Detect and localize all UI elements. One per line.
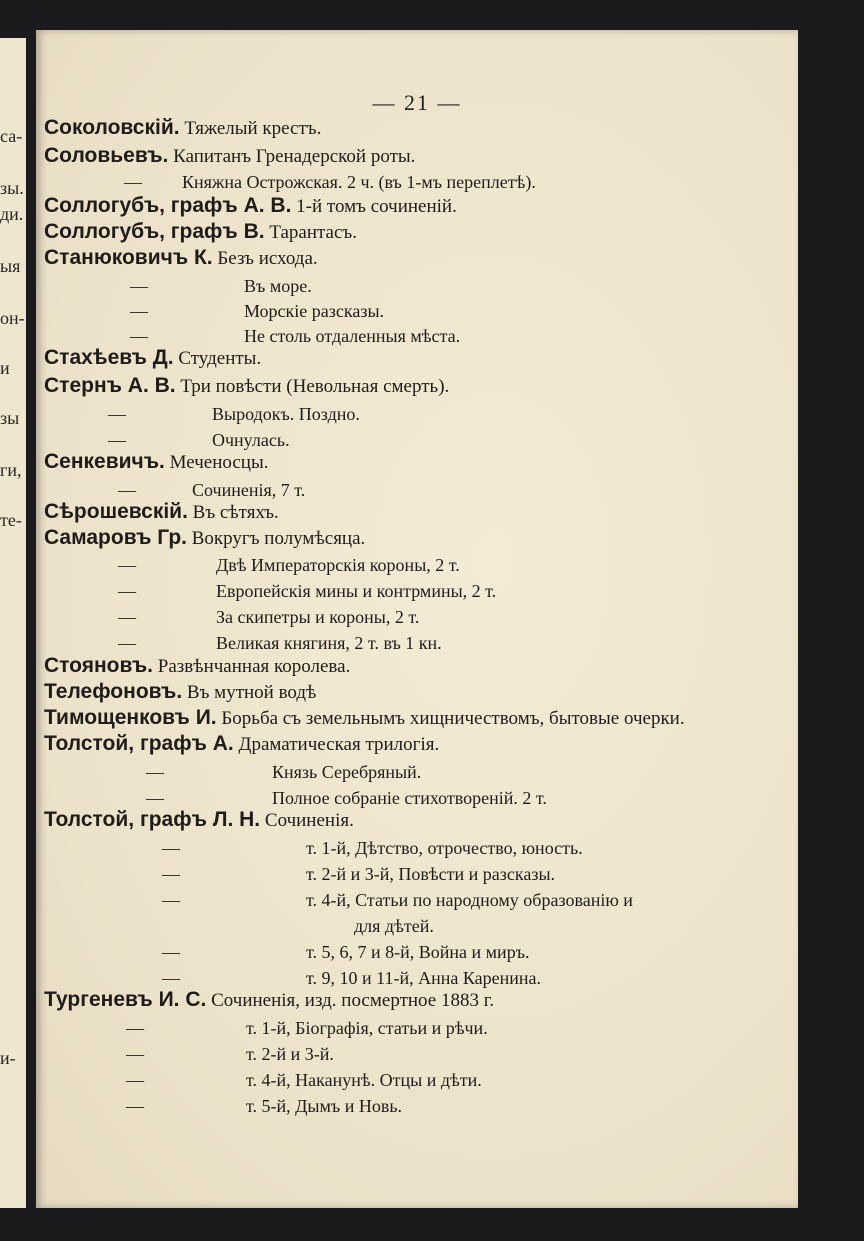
ditto-dash: — xyxy=(130,301,148,321)
catalog-entry xyxy=(44,194,457,219)
work-title: Сочиненія, изд. посмертное 1883 г. xyxy=(206,990,495,1011)
work-title: Князь Серебряный. xyxy=(272,762,422,782)
left-page-fragment: и- xyxy=(0,1048,16,1068)
work-title: Драматическая трилогія. xyxy=(233,734,440,755)
author-name: Тимощенковъ И. xyxy=(44,706,217,729)
author-name: Стернъ А. В. xyxy=(44,374,176,397)
left-page-fragment: зы xyxy=(0,408,20,428)
ditto-dash: — xyxy=(118,480,136,500)
catalog-entry xyxy=(44,144,415,169)
author-name: Соколовскій. xyxy=(44,116,180,139)
work-title: т. 2-й и 3-й, Повѣсти и разсказы. xyxy=(306,864,556,884)
ditto-dash: — xyxy=(118,607,136,627)
work-title: Тарантасъ. xyxy=(264,222,357,243)
ditto-dash: — xyxy=(118,555,136,575)
work-title: т. 2-й и 3-й. xyxy=(246,1044,334,1064)
work-title: Три повѣсти (Невольная смерть). xyxy=(175,376,450,397)
work-title: Вокругъ полумѣсяца. xyxy=(187,528,366,549)
ditto-dash: — xyxy=(162,838,180,858)
work-title: Двѣ Императорскія короны, 2 т. xyxy=(216,555,460,575)
catalog-entry xyxy=(44,654,350,679)
catalog-entry xyxy=(44,220,357,245)
author-name: Сѣрошевскій. xyxy=(44,500,188,523)
catalog-entry xyxy=(44,526,365,551)
catalog-entry xyxy=(44,706,685,731)
work-title: Европейскія мины и контрмины, 2 т. xyxy=(216,581,497,601)
ditto-dash: — xyxy=(162,864,180,884)
catalog-page xyxy=(36,30,798,1208)
work-title: Въ море. xyxy=(244,276,312,296)
work-title: Княжна Острожская. 2 ч. (въ 1-мъ переплетѣ). xyxy=(182,172,536,192)
work-title: т. 4-й, Статьи по народному образованію и xyxy=(306,890,633,910)
author-name: Соллогубъ, графъ В. xyxy=(44,220,265,243)
work-title: Тяжелый крестъ. xyxy=(179,118,322,139)
author-name: Станюковичъ К. xyxy=(44,246,213,269)
author-name: Толстой, графъ А. xyxy=(44,732,234,755)
catalog-entry xyxy=(44,374,449,399)
ditto-dash: — xyxy=(130,326,148,346)
author-name: Стояновъ. xyxy=(44,654,154,677)
work-title: Капитанъ Гренадерской роты. xyxy=(168,146,416,167)
ditto-dash: — xyxy=(146,762,164,782)
work-title: Сочиненія. xyxy=(260,810,354,831)
left-page-fragment: и xyxy=(0,358,10,378)
left-page-fragment: те- xyxy=(0,510,22,530)
left-page-fragment: ди. xyxy=(0,204,24,224)
author-name: Сенкевичъ. xyxy=(44,450,165,473)
left-page-fragment: са- xyxy=(0,126,23,146)
work-title: т. 1-й, Дѣтство, отрочество, юность. xyxy=(306,838,583,858)
author-name: Соллогубъ, графъ А. В. xyxy=(44,194,292,217)
work-title: т. 1-й, Біографія, статьи и рѣчи. xyxy=(246,1018,488,1038)
ditto-dash: — xyxy=(118,633,136,653)
ditto-dash: — xyxy=(108,430,126,450)
author-name: Тургеневъ И. С. xyxy=(44,988,207,1011)
catalog-entry xyxy=(44,346,261,371)
ditto-dash: — xyxy=(146,788,164,808)
catalog-entry xyxy=(44,500,279,525)
ditto-dash: — xyxy=(162,968,180,988)
work-title: Морскіе разсказы. xyxy=(244,301,385,321)
catalog-entry xyxy=(44,246,318,271)
work-title: Въ сѣтяхъ. xyxy=(187,502,279,523)
work-title: Въ мутной водѣ xyxy=(182,682,317,703)
work-title: Борьба съ земельнымъ хищничествомъ, бытовые очерки. xyxy=(216,708,685,729)
ditto-dash: — xyxy=(124,172,142,192)
ditto-dash: — xyxy=(162,890,180,910)
work-title: Сочиненія, 7 т. xyxy=(192,480,306,500)
author-name: Стахѣевъ Д. xyxy=(44,346,174,369)
author-name: Соловьевъ. xyxy=(44,144,169,167)
ditto-dash: — xyxy=(108,404,126,424)
catalog-entry xyxy=(44,116,321,141)
author-name: Самаровъ Гр. xyxy=(44,526,187,549)
ditto-dash: — xyxy=(126,1018,144,1038)
work-title: Не столь отдаленныя мѣста. xyxy=(244,326,461,346)
ditto-dash: — xyxy=(118,581,136,601)
catalog-entry xyxy=(44,732,439,757)
page-number: — 21 — xyxy=(372,90,462,115)
work-title: Развѣнчанная королева. xyxy=(153,656,351,677)
left-page-margin xyxy=(0,38,26,1208)
work-title: Студенты. xyxy=(173,348,262,369)
work-title: За скипетры и короны, 2 т. xyxy=(216,607,420,627)
ditto-dash: — xyxy=(126,1096,144,1116)
catalog-entry xyxy=(44,988,494,1013)
catalog-entry xyxy=(44,450,268,475)
left-page-fragment: ыя xyxy=(0,256,21,276)
work-title: Очнулась. xyxy=(212,430,290,450)
catalog-entry xyxy=(44,680,316,705)
ditto-dash: — xyxy=(130,276,148,296)
ditto-dash: — xyxy=(126,1044,144,1064)
author-name: Телефоновъ. xyxy=(44,680,183,703)
left-page-fragment: зы. xyxy=(0,178,24,198)
work-title: т. 5, 6, 7 и 8-й, Война и миръ. xyxy=(306,942,530,962)
ditto-dash: — xyxy=(162,942,180,962)
work-title: т. 9, 10 и 11-й, Анна Каренина. xyxy=(306,968,541,988)
work-title: Выродокъ. Поздно. xyxy=(212,404,360,424)
ditto-dash: — xyxy=(126,1070,144,1090)
work-title: Великая княгиня, 2 т. въ 1 кн. xyxy=(216,633,442,653)
catalog-entry xyxy=(44,808,354,833)
work-title: т. 5-й, Дымъ и Новь. xyxy=(246,1096,403,1116)
left-page-fragment: он- xyxy=(0,308,25,328)
work-title: 1-й томъ сочиненій. xyxy=(291,196,457,217)
left-page-fragment: ги, xyxy=(0,460,22,480)
work-title: т. 4-й, Наканунѣ. Отцы и дѣти. xyxy=(246,1070,482,1090)
work-title: Полное собраніе стихотвореній. 2 т. xyxy=(272,788,547,808)
work-title: для дѣтей. xyxy=(354,916,434,936)
work-title: Меченосцы. xyxy=(164,452,269,473)
work-title: Безъ исхода. xyxy=(212,248,318,269)
author-name: Толстой, графъ Л. Н. xyxy=(44,808,261,831)
